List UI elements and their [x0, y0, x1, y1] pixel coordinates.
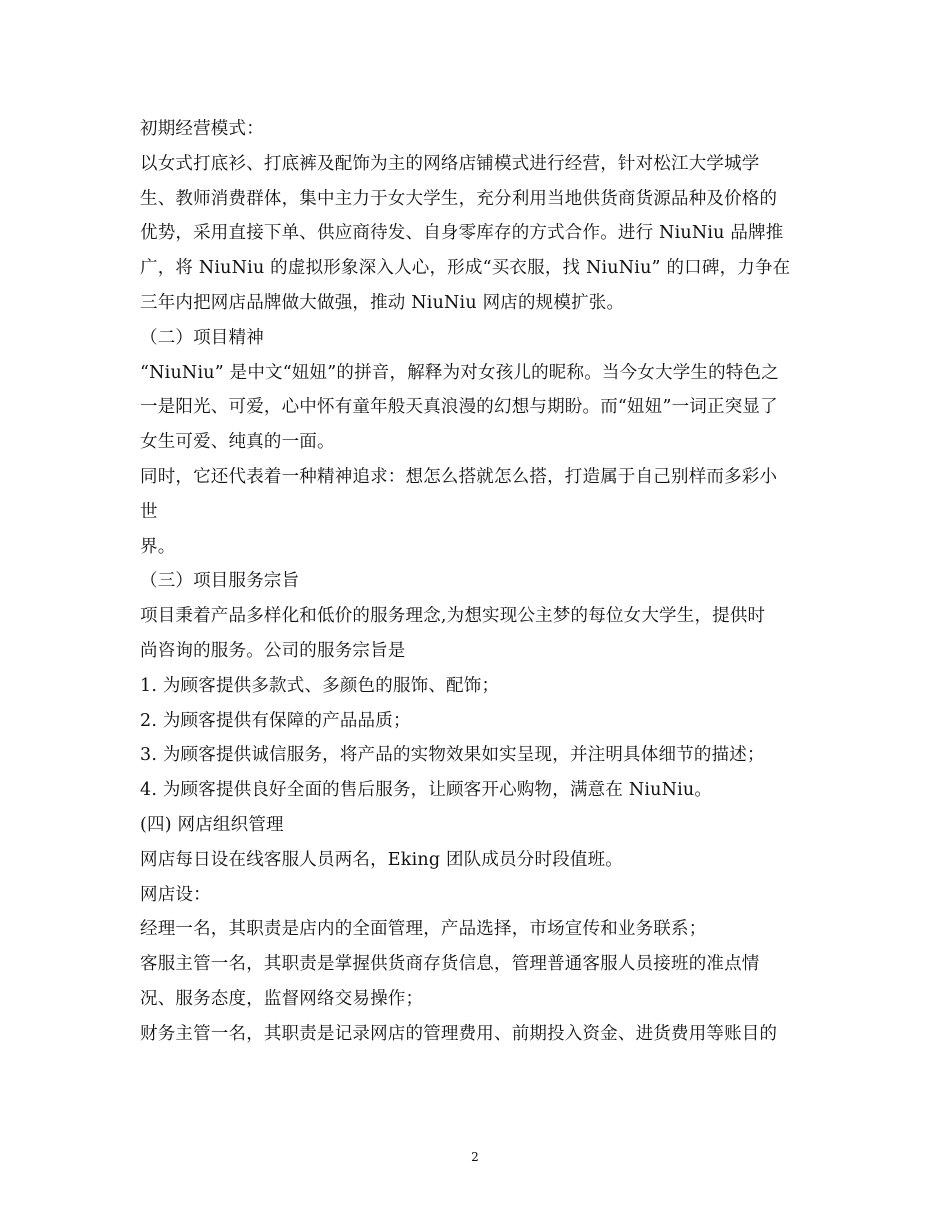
- text-line: 经理一名，其职责是店内的全面管理，产品选择，市场宣传和业务联系；: [140, 919, 707, 940]
- text-line: 世: [140, 501, 158, 522]
- text-line: 以女式打底衫、打底裤及配饰为主的网络店铺模式进行经营，针对松江大学城学: [140, 153, 760, 174]
- text-line: 初期经营模式：: [140, 119, 264, 139]
- text-line: 生、教师消费群体，集中主力于女大学生，充分利用当地供货商货源品种及价格的: [140, 188, 778, 209]
- section-heading: （二）项目精神: [140, 327, 264, 348]
- list-item: 1. 为顾客提供多款式、多颜色的服饰、配饰；: [140, 675, 500, 696]
- text-line: 尚咨询的服务。公司的服务宗旨是: [140, 640, 406, 661]
- list-item: 4. 为顾客提供良好全面的售后服务，让顾客开心购物，满意在 NiuNiu。: [140, 780, 713, 801]
- text-line: 广，将 NiuNiu 的虚拟形象深入人心，形成“买衣服，找 NiuNiu” 的口碑，力争在: [140, 258, 791, 279]
- text-line: 一是阳光、可爱，心中怀有童年般天真浪漫的幻想与期盼。而“妞妞”一词正突显了: [140, 397, 778, 418]
- list-item: 2. 为顾客提供有保障的产品品质；: [140, 710, 411, 731]
- list-item: 3. 为顾客提供诚信服务，将产品的实物效果如实呈现，并注明具体细节的描述；: [140, 745, 765, 766]
- text-line: 优势，采用直接下单、供应商待发、自身零库存的方式合作。进行 NiuNiu 品牌推: [140, 223, 784, 244]
- text-line: 况、服务态度，监督网络交易操作；: [140, 988, 424, 1009]
- text-line: 客服主管一名，其职责是掌握供货商存货信息，管理普通客服人员接班的准点情: [140, 954, 760, 975]
- text-line: 网店每日设在线客服人员两名，Eking 团队成员分时段值班。: [140, 849, 624, 870]
- text-line: 财务主管一名，其职责是记录网店的管理费用、前期投入资金、进货费用等账目的: [140, 1023, 778, 1044]
- section-heading: (四) 网店组织管理: [140, 814, 284, 835]
- document-body: [140, 112, 820, 1052]
- text-line: 女生可爱、纯真的一面。: [140, 432, 335, 453]
- text-line: 网店设：: [140, 884, 211, 905]
- text-line: 同时，它还代表着一种精神追求：想怎么搭就怎么搭，打造属于自己别样而多彩小: [140, 466, 778, 487]
- text-line: 项目秉着产品多样化和低价的服务理念,为想实现公主梦的每位女大学生，提供时: [140, 606, 766, 627]
- page-number: 2: [471, 1150, 479, 1164]
- text-line: “NiuNiu” 是中文“妞妞”的拼音，解释为对女孩儿的昵称。当今女大学生的特色之: [140, 362, 779, 383]
- section-heading: （三）项目服务宗旨: [140, 571, 300, 592]
- text-line: 界。: [140, 536, 176, 557]
- text-line: 三年内把网店品牌做大做强，推动 NiuNiu 网店的规模扩张。: [140, 292, 625, 313]
